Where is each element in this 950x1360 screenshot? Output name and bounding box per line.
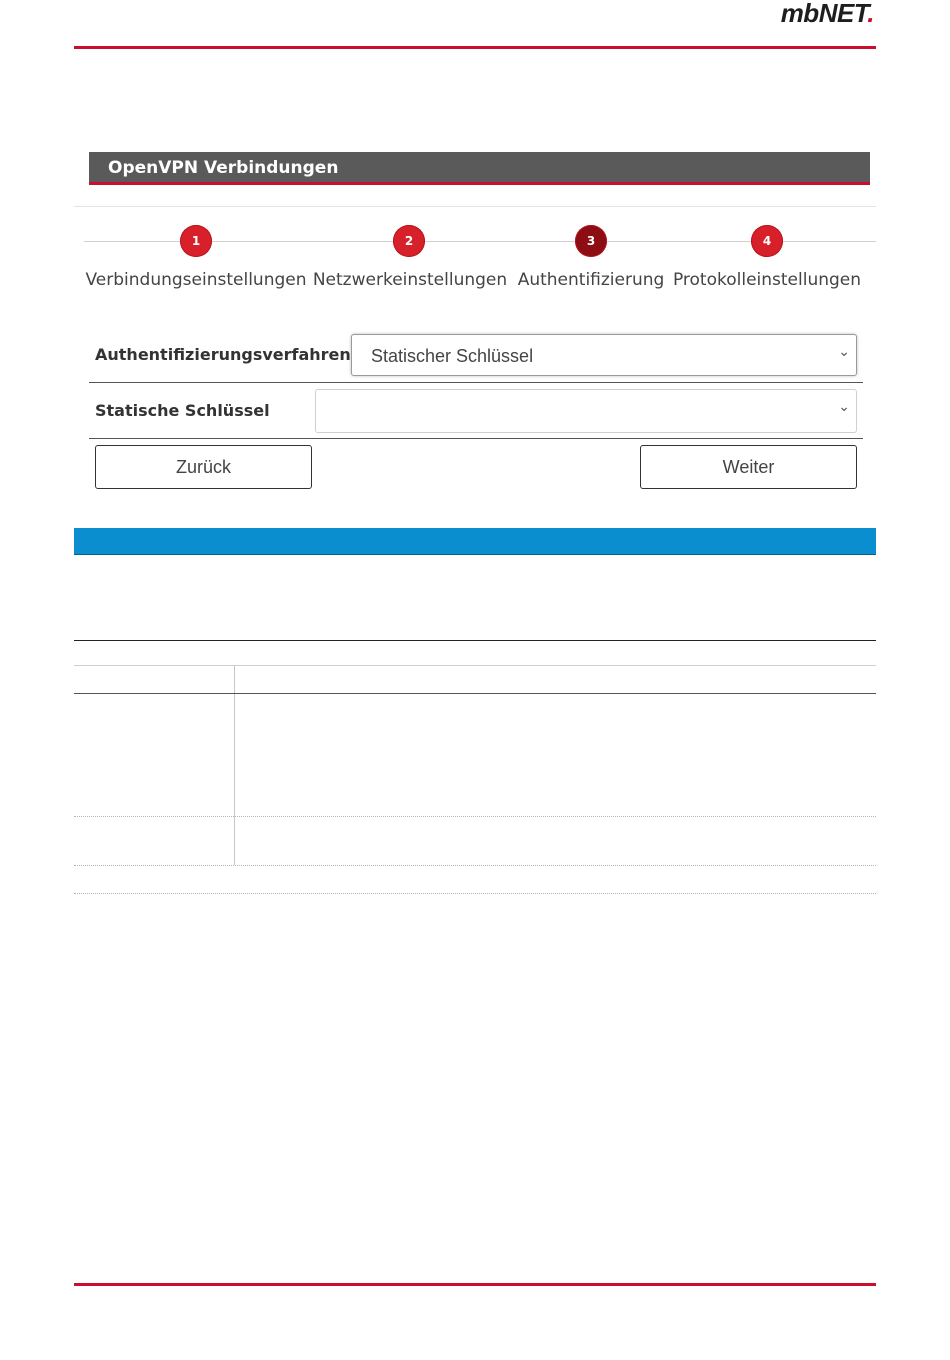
auth-method-select[interactable]	[351, 334, 857, 376]
static-keys-label: Statische Schlüssel	[95, 401, 270, 420]
table-bottom-divider	[74, 893, 876, 895]
step-1-indicator[interactable]: 1	[180, 225, 212, 257]
table-top-rule	[74, 640, 876, 641]
info-bar	[74, 528, 876, 555]
next-button[interactable]: Weiter	[640, 445, 857, 489]
footer-divider	[74, 1283, 876, 1286]
table-header-column-divider	[234, 665, 235, 693]
table-row-divider	[74, 816, 876, 818]
table-header-bottom	[74, 693, 876, 694]
table-row-divider	[74, 865, 876, 867]
header-divider	[74, 46, 876, 49]
back-button[interactable]: Zurück	[95, 445, 312, 489]
auth-method-label: Authentifizierungsverfahren	[95, 345, 351, 364]
step-2-label: Netzwerkeinstellungen	[312, 270, 508, 290]
step-4-label: Protokolleinstellungen	[672, 270, 862, 290]
step-3-indicator[interactable]: 3	[575, 225, 607, 257]
table-header-top	[74, 665, 876, 666]
auth-method-value: Statischer Schlüssel	[371, 346, 534, 366]
chevron-down-icon: ⌄	[838, 398, 850, 414]
wizard-top-divider	[74, 206, 876, 207]
step-4-indicator[interactable]: 4	[751, 225, 783, 257]
table-column-divider	[234, 694, 235, 865]
step-1-label: Verbindungseinstellungen	[85, 270, 307, 290]
step-3-label: Authentifizierung	[517, 270, 665, 290]
panel-title: OpenVPN Verbindungen	[89, 152, 870, 185]
brand-logo: mbNET.	[780, 0, 874, 28]
step-2-indicator[interactable]: 2	[393, 225, 425, 257]
form-row-divider	[89, 382, 863, 383]
chevron-down-icon: ⌄	[838, 343, 850, 359]
static-keys-select[interactable]	[315, 389, 857, 433]
form-row-divider	[89, 438, 863, 439]
